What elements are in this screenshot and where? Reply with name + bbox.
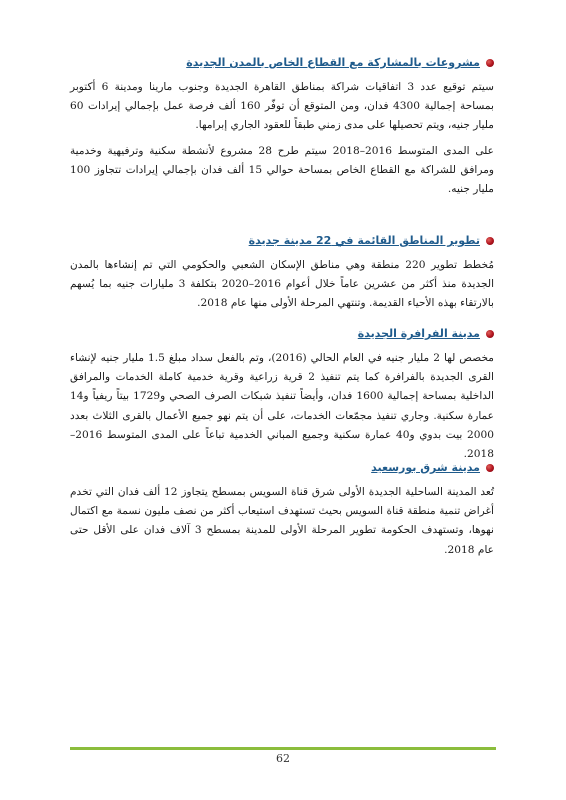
paragraph: مُخطط تطوير 220 منطقة وهي مناطق الإسكان الشعبي والحكومي التي تم إنشاءها بالمدن الجديدة منذ أكثر من عشرين عاماً خلال أعوام 2016–2020 بتكلفة 3 مليارات جنيه بما يُسهم بالارتقاء بهذه الأحياء القديمة. وتنتهي المرحلة الأولى منها عام 2018. bbox=[70, 259, 495, 310]
section-east-port-said-city bbox=[70, 460, 494, 560]
bullet-icon bbox=[486, 59, 494, 67]
section-heading-text: مدينة الفرافرة الجديدة bbox=[357, 327, 480, 340]
section-heading-text: مدينة شرق بورسعيد bbox=[371, 461, 480, 474]
page-number: 62 bbox=[276, 752, 290, 765]
footer-divider bbox=[70, 747, 496, 750]
section-heading bbox=[70, 326, 494, 342]
bullet-icon bbox=[486, 464, 494, 472]
paragraph: على المدى المتوسط 2016–2018 سيتم طرح 28 مشروع لأنشطة سكنية وترفيهية وخدمية ومرافق للشراكة مع القطاع الخاص بمساحة حوالي 15 ألف فدان بإجمالي إيرادات تتجاوز 100 مليار جنيه. bbox=[70, 144, 494, 196]
section-heading bbox=[70, 460, 494, 476]
paragraph: سيتم توقيع عدد 3 اتفاقيات شراكة بمناطق القاهرة الجديدة وجنوب مارينا ومدينة 6 أكتوبر بمساحة إجمالية 4300 فدان، ومن المتوقع أن توفّر 160 ألف فرصة عمل بإجمالي إيرادات 60 مليار جنيه، ويتم تحصيلها على مدى زمني طبقاً للعقود الجاري إبرامها. bbox=[70, 81, 494, 132]
section-heading bbox=[70, 55, 494, 71]
section-existing-areas-development bbox=[70, 233, 494, 314]
section-heading-text: مشروعات بالمشاركة مع القطاع الخاص بالمدن الجديدة bbox=[186, 56, 480, 69]
section-farafra-city bbox=[70, 326, 494, 464]
paragraph: تُعد المدينة الساحلية الجديدة الأولى شرق قناة السويس بمسطح يتجاوز 12 ألف فدان التي تخدم أغراض تنمية منطقة قناة السويس بحيث تستهدف استيعاب أكثر من نصف مليون نسمة مع اكتمال نهوها، وتستهدف الحكومة تطوير المرحلة الأولى للمدينة بمسطح 3 آلاف فدان على الأقل حتى عام 2018. bbox=[70, 486, 494, 556]
bullet-icon bbox=[486, 237, 494, 245]
bullet-icon bbox=[486, 330, 494, 338]
section-heading-text: تطوير المناطق القائمة في 22 مدينة جديدة bbox=[248, 234, 480, 247]
section-heading bbox=[70, 233, 494, 249]
paragraph: مخصص لها 2 مليار جنيه في العام الحالي (2016)، وتم بالفعل سداد مبلغ 1.5 مليار جنيه لإنشاء القرى الجديدة بالفرافرة كما يتم تنفيذ 2 قرية زراعية وقرية خدمية كاملة الخدمات والمرافق الداخلية بمساحة إجمالية 1600 فدان، وأيضاً تنفيذ شبكات الصرف الصحي و1729 بيتاً ريفياً و14 عمارة سكنية. وجاري تنفيذ مجمّعات الخدمات، على أن يتم نهو جميع الأعمال بالقرى الثلاث بعدد 2000 بيت بدوي و40 عمارة سكنية وجميع المباني الخدمية تباعاً على المدى المتوسط 2016–2018. bbox=[70, 352, 494, 461]
section-private-sector-partnership bbox=[70, 55, 494, 199]
